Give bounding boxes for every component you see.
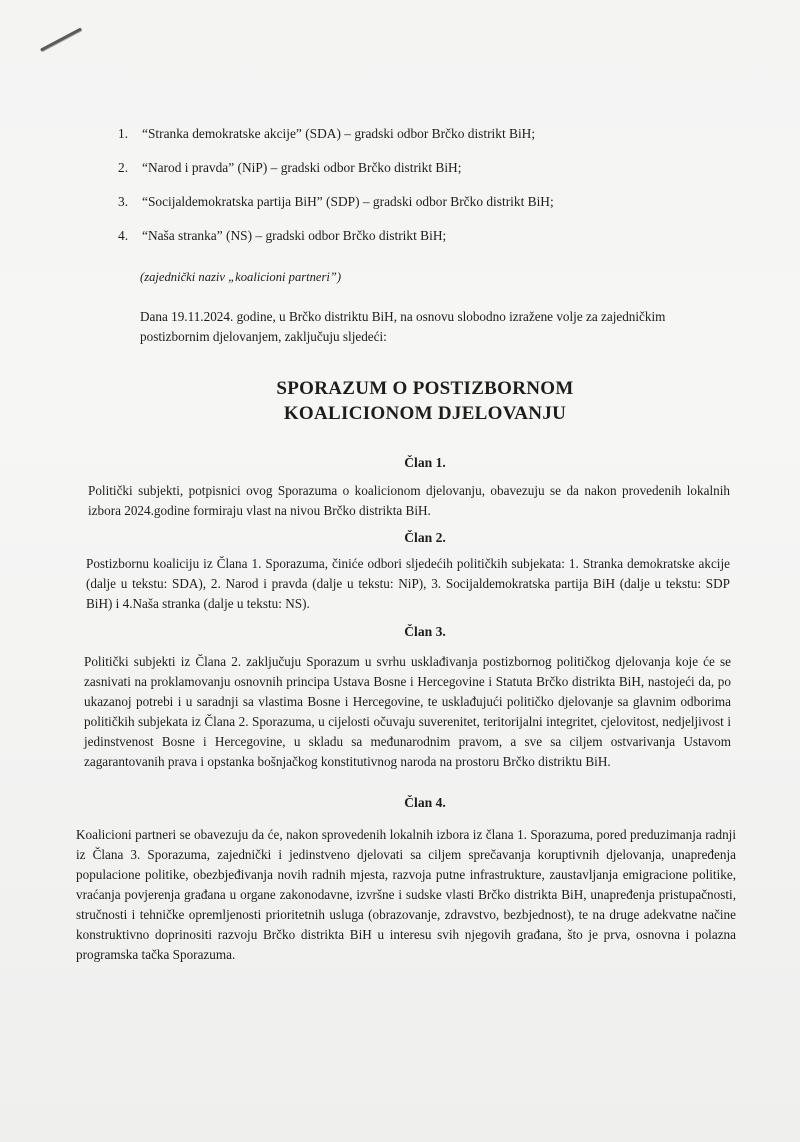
list-text: “Narod i pravda” (NiP) – gradski odbor Brčko distrikt BiH; — [142, 160, 462, 175]
article-1-heading: Član 1. — [404, 455, 446, 470]
article-1-text: Politički subjekti, potpisnici ovog Sporazuma o koalicionom djelovanju, obavezuju se da nakon provedenih lokalnih izbora 2024.godine formiraju vlast na nivou Brčko distrikta BiH. — [88, 483, 730, 518]
article-4-text: Koalicioni partneri se obavezuju da će, nakon sprovedenih lokalnih izbora iz člana 1. Sporazuma, pored preduzimanja radnji iz Člana 3. Sporazuma, zajednički i jedinstveno djelovati sa ciljem sprečavanja koruptivnih djelovanja, unapređenja populacione politike, obezbjeđivanja novih radnih mjesta, razvoja putne infrastrukture, zaustavljanja emigracione politike, vraćanja povjerenja građana u organe zakonodavne, izvršne i sudske vlasti Brčko distrikta BiH, unapređenja pristupačnosti, stručnosti i tehničke opremljenosti prioritetnih usluga (obrazovanje, zdravstvo, bezbjednost), te na druge adekvatne načine konstruktivno doprinositi razvoju Brčko distrikta BiH u interesu svih njegovih građana, što je prva, osnovna i polazna programska tačka Sporazuma. — [76, 827, 736, 962]
list-item — [118, 194, 554, 228]
article-3-text: Politički subjekti iz Člana 2. zaključuju Sporazum u svrhu usklađivanja postizbornog političkog djelovanja koje će se zasnivati na proklamovanju osnovnih principa Ustava Bosne i Hercegovine i Statuta Brčko distrikta BiH, nastojeći da, po ukazanoj potrebi i u saradnji sa vlastima Bosne i Hercegovine, te usklađujući političko djelovanje sa glavnim odborima političkih subjekata iz Člana 2. Sporazuma, u cijelosti očuvaju suverenitet, teritorijalni integritet, cjelovitost, nedjeljivost i jedinstvenost Bosne i Hercegovine, u skladu sa međunarodnim pravom, a sve sa ciljem ostvarivanja Ustavom zagarantovanih prava i opstanka bošnjačkog konstitutivnog naroda na prostoru Brčko distriktu BiH. — [84, 654, 731, 769]
list-number: 3. — [118, 194, 129, 209]
document-title — [0, 376, 800, 426]
list-text: “Socijaldemokratska partija BiH” (SDP) – gradski odbor Brčko distrikt BiH; — [142, 194, 554, 209]
staple-mark — [40, 27, 82, 51]
list-number: 2. — [118, 160, 129, 175]
article-4-heading: Član 4. — [404, 795, 446, 810]
article-2-text: Postizbornu koaliciju iz Člana 1. Sporazuma, činiće odbori sljedećih političkih subjekata: 1. Stranka demokratske akcije (dalje u tekstu: SDA), 2. Narod i pravda (dalje u tekstu: NiP), 3. Socijaldemokratska partija BiH (dalje u tekstu: SDP BiH) i 4.Naša stranka (dalje u tekstu: NS). — [86, 556, 730, 611]
list-number: 4. — [118, 228, 129, 243]
title-line-2: KOALICIONOM DJELOVANJU — [283, 403, 567, 424]
article-2-heading: Član 2. — [404, 530, 446, 545]
list-number: 1. — [118, 126, 129, 141]
party-list — [118, 126, 554, 262]
list-text: “Stranka demokratske akcije” (SDA) – gradski odbor Brčko distrikt BiH; — [142, 126, 536, 141]
article-3-heading: Član 3. — [404, 624, 446, 639]
list-item — [118, 126, 554, 160]
title-line-1: SPORAZUM O POSTIZBORNOM — [276, 378, 574, 399]
collective-name-note: (zajednički naziv „koalicioni partneri”) — [140, 270, 342, 284]
list-item — [118, 160, 554, 194]
intro-paragraph: Dana 19.11.2024. godine, u Brčko distriktu BiH, na osnovu slobodno izražene volje za zajedničkim postizbornim djelovanjem, zaključuju sljedeći: — [140, 309, 666, 344]
list-text: “Naša stranka” (NS) – gradski odbor Brčko distrikt BiH; — [142, 228, 447, 243]
list-item — [118, 228, 554, 262]
